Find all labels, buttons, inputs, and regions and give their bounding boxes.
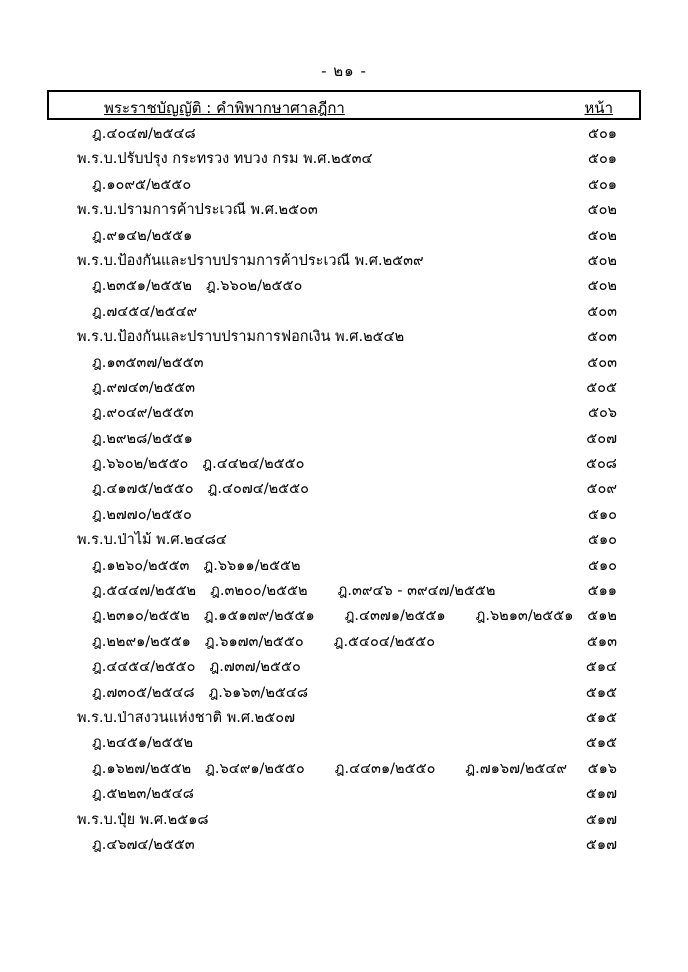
case-citation: ฎ.๙๗๔๓/๒๕๕๓ (92, 379, 196, 396)
case-row (47, 755, 641, 780)
act-row (47, 145, 641, 170)
case-row (47, 171, 641, 196)
entry-group (92, 681, 308, 704)
case-row (47, 729, 641, 754)
case-citation: ฎ.๗๓๗/๒๕๕๐ (209, 659, 301, 676)
case-citation: ฎ.๔๖๗๔/๒๕๕๓ (92, 836, 195, 853)
page-number: ๕๐๙ (586, 481, 617, 498)
case-row (47, 298, 641, 323)
entry-group (92, 554, 301, 577)
case-row (47, 425, 641, 450)
case-citation: ฎ.๖๑๖๓/๒๕๔๘ (208, 684, 309, 701)
act-row (47, 247, 641, 272)
entry-group (77, 198, 318, 221)
page-number: ๕๑๗ (585, 836, 617, 853)
case-row (47, 577, 641, 602)
index-row-list (47, 120, 641, 856)
entry-group (92, 604, 573, 627)
act-row (47, 196, 641, 221)
folio-number: - ๒๑ - (321, 62, 367, 80)
case-row (47, 780, 641, 805)
case-row (47, 602, 641, 627)
act-title: พ.ร.บ.ปรับปรุง กระทรวง ทบวง กรม พ.ศ.๒๕๓๔ (77, 151, 373, 168)
page-number: ๕๐๓ (587, 329, 617, 346)
entry-group (92, 833, 195, 856)
entry-group (77, 147, 373, 170)
act-title: พ.ร.บ.ป้องกันและปราบปรามการค้าประเวณี พ.ศ.๒๕๓๙ (77, 252, 424, 269)
case-citation: ฎ.๑๒๖๐/๒๕๕๓ (92, 557, 190, 574)
case-citation: ฎ.๑๖๒๗/๒๕๕๒ (92, 760, 192, 777)
case-citation: ฎ.๔๐๔๗/๒๕๔๘ (92, 126, 196, 142)
case-citation: ฎ.๓๙๔๖ - ๓๙๔๗/๒๕๕๒ (337, 583, 496, 600)
case-row (47, 501, 641, 526)
case-citation: ฎ.๔๔๓๑/๒๕๕๐ (334, 760, 436, 777)
entry-group (92, 427, 193, 450)
case-citation: ฎ.๙๐๔๙/๒๕๕๓ (92, 405, 194, 422)
page-number: ๕๑๗ (585, 786, 617, 803)
case-row (47, 374, 641, 399)
table-header-page-column: หน้า (584, 99, 613, 117)
case-citation: ฎ.๑๕๑๗๙/๒๕๕๑ (203, 608, 315, 625)
act-title: พ.ร.บ.ป้องกันและปราบปรามการฟอกเงิน พ.ศ.๒๕๔๒ (77, 329, 405, 346)
entry-group (92, 300, 197, 323)
page-number: ๕๐๑ (587, 126, 617, 142)
case-row (47, 349, 641, 374)
case-row (47, 120, 641, 145)
case-row (47, 552, 641, 577)
page-number: ๕๑๕ (585, 684, 617, 701)
case-citation: ฎ.๔๑๗๕/๒๕๕๐ (92, 481, 194, 498)
page-number: ๕๑๐ (587, 557, 617, 574)
entry-group (77, 706, 295, 729)
case-citation: ฎ.๖๒๑๓/๒๕๕๑ (475, 608, 574, 625)
page-number: ๕๐๓ (587, 354, 617, 371)
page-number: ๕๐๓ (587, 303, 617, 320)
entry-group (92, 173, 191, 196)
table-header (47, 90, 641, 120)
entry-group (92, 655, 301, 678)
page-number: ๕๐๒ (587, 227, 617, 244)
entry-group (92, 351, 204, 374)
entry-group (92, 376, 195, 399)
act-title: พ.ร.บ.ปรามการค้าประเวณี พ.ศ.๒๕๐๓ (77, 202, 318, 219)
entry-group (77, 325, 404, 348)
case-citation: ฎ.๔๔๒๔/๒๕๕๐ (202, 456, 305, 473)
page-number: ๕๐๑ (587, 151, 617, 168)
page-number: ๕๑๖ (587, 760, 617, 777)
case-row (47, 450, 641, 475)
case-row (47, 679, 641, 704)
case-citation: ฎ.๖๔๙๑/๒๕๕๐ (205, 760, 305, 777)
entry-group (92, 274, 302, 297)
page-number: ๕๑๓ (586, 633, 617, 650)
page-number: ๕๐๗ (586, 430, 617, 447)
page-number: ๕๐๑ (587, 176, 617, 193)
page-number: ๕๑๗ (585, 811, 617, 828)
case-citation: ฎ.๙๑๔๒/๒๕๕๑ (92, 227, 193, 244)
case-citation: ฎ.๕๒๒๓/๒๕๔๘ (92, 786, 194, 803)
case-row (47, 222, 641, 247)
page-number: ๕๑๕ (585, 709, 617, 726)
act-title: พ.ร.บ.ป่าสงวนแห่งชาติ พ.ศ.๒๕๐๗ (77, 709, 295, 726)
page-number: ๕๐๘ (585, 456, 617, 473)
case-citation: ฎ.๒๔๕๑/๒๕๕๒ (92, 735, 194, 752)
page-number: ๕๐๒ (587, 252, 617, 269)
case-citation: ฎ.๗๔๕๔/๒๕๔๙ (92, 303, 198, 320)
page-number: ๕๑๔ (585, 659, 617, 676)
case-citation: ฎ.๖๖๐๒/๒๕๕๐ (205, 278, 303, 295)
act-row (47, 806, 641, 831)
case-citation: ฎ.๒๓๕๑/๒๕๕๒ (92, 278, 192, 295)
case-citation: ฎ.๕๔๔๗/๒๕๕๒ (92, 583, 197, 600)
entry-group (92, 224, 192, 247)
page-number: ๕๑๒ (587, 608, 617, 625)
entry-group (92, 630, 435, 653)
page-number: ๕๐๕ (586, 379, 617, 396)
case-citation: ฎ.๖๖๐๒/๒๕๕๐ (92, 456, 189, 473)
page-number: ๕๐๒ (587, 278, 617, 295)
entry-group (92, 731, 193, 754)
act-title: พ.ร.บ.ป่าไม้ พ.ศ.๒๔๘๔ (77, 532, 227, 549)
entry-group (92, 782, 194, 805)
case-row (47, 272, 641, 297)
case-citation: ฎ.๗๑๖๗/๒๕๔๙ (465, 760, 567, 777)
case-row (47, 831, 641, 856)
case-citation: ฎ.๒๓๑๐/๒๕๕๒ (92, 608, 190, 625)
case-citation: ฎ.๑๐๙๕/๒๕๕๐ (92, 176, 192, 193)
entry-group (77, 249, 424, 272)
case-citation: ฎ.๖๖๑๑/๒๕๕๒ (203, 557, 301, 574)
case-citation: ฎ.๒๗๗๐/๒๕๕๐ (92, 506, 192, 523)
entry-group (77, 528, 227, 551)
case-citation: ฎ.๓๒๐๐/๒๕๕๒ (210, 583, 308, 600)
case-row (47, 399, 641, 424)
page-number: ๕๐๖ (587, 405, 617, 422)
case-citation: ฎ.๒๙๒๘/๒๕๕๑ (92, 430, 193, 447)
entry-group (92, 401, 194, 424)
page-number: ๕๑๐ (587, 506, 617, 523)
page-number: ๕๑๑ (587, 583, 617, 600)
entry-group (77, 808, 209, 831)
case-row (47, 475, 641, 500)
act-title: พ.ร.บ.ปุ๋ย พ.ศ.๒๕๑๘ (77, 811, 209, 828)
case-citation: ฎ.๔๓๗๑/๒๕๕๑ (344, 608, 446, 625)
entry-group (92, 122, 196, 145)
page-number: ๕๑๕ (585, 735, 617, 752)
act-row (47, 704, 641, 729)
case-citation: ฎ.๗๓๐๕/๒๕๔๘ (92, 684, 195, 701)
entry-group (92, 757, 567, 780)
case-row (47, 628, 641, 653)
entry-group (92, 503, 192, 526)
entry-group (92, 477, 309, 500)
page-number: ๕๐๒ (587, 202, 617, 219)
index-table (47, 90, 641, 856)
act-row (47, 526, 641, 551)
case-citation: ฎ.๒๒๙๑/๒๕๕๑ (92, 633, 191, 650)
case-citation: ฎ.๑๓๕๓๗/๒๕๕๓ (92, 354, 204, 371)
case-row (47, 653, 641, 678)
page-number: ๕๑๐ (587, 532, 617, 549)
act-row (47, 323, 641, 348)
entry-group (92, 579, 495, 602)
case-citation: ฎ.๔๐๗๔/๒๕๕๐ (207, 481, 309, 498)
table-header-title: พระราชบัญญัติ : คำพิพากษาศาลฎีกา (104, 99, 345, 117)
entry-group (92, 452, 304, 475)
case-citation: ฎ.๖๑๗๓/๒๕๕๐ (204, 633, 304, 650)
case-citation: ฎ.๕๔๐๔/๒๕๕๐ (333, 633, 436, 650)
case-citation: ฎ.๔๔๕๔/๒๕๕๐ (92, 659, 196, 676)
